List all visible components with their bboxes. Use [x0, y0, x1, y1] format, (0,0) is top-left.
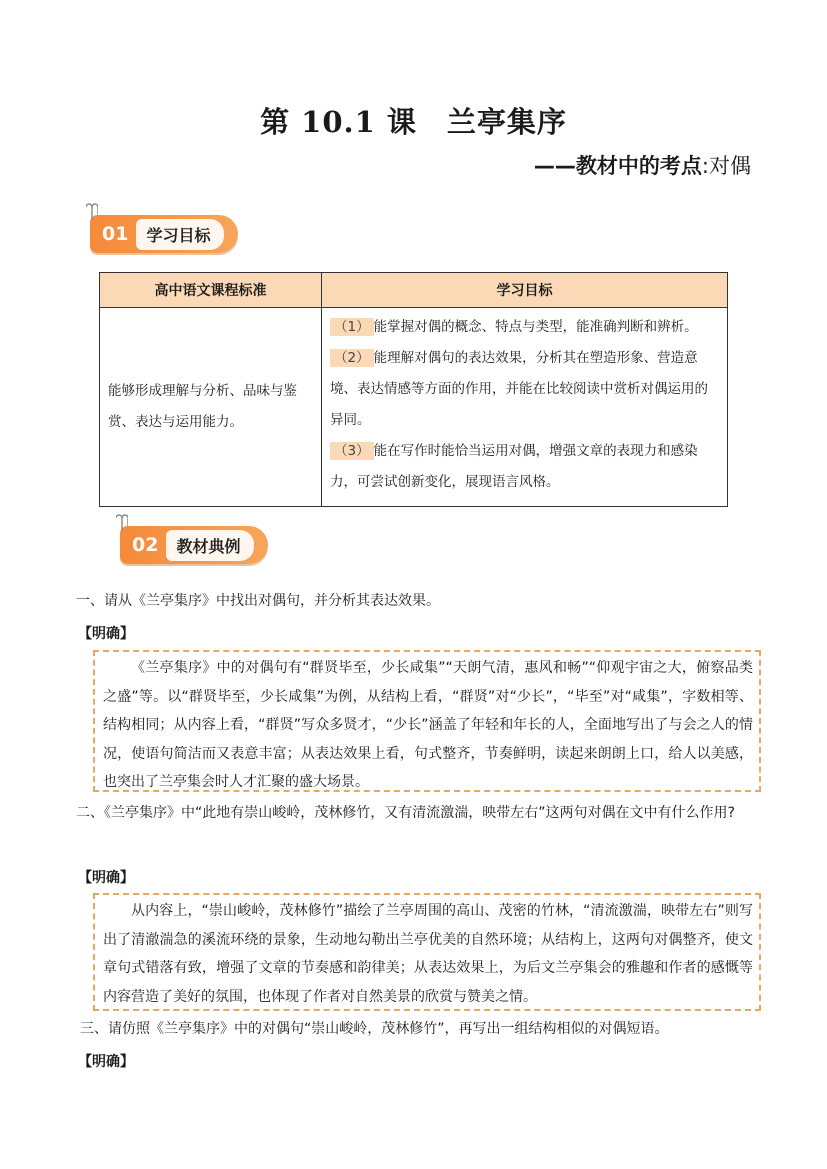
answer-label: 【明确】 — [78, 626, 134, 642]
header-curriculum-standard: 高中语文课程标准 — [100, 273, 322, 308]
goal-item — [330, 312, 719, 343]
question-2: 二、《兰亭集序》中“此地有崇山峻岭，茂林修竹，又有清流激湍，映带左右”这两句对偶在文中有什么作用? — [76, 805, 735, 821]
table-header-row — [100, 273, 728, 308]
curriculum-standard-cell: 能够形成理解与分析、品味与鉴赏、表达与运用能力。 — [100, 308, 322, 507]
lesson-number: 第 10.1 课 — [260, 105, 417, 139]
subtitle-topic: :对偶 — [701, 154, 751, 178]
goal-text: 能在写作时能恰当运用对偶，增强文章的表现力和感染力，可尝试创新变化，展现语言风格。 — [330, 443, 698, 490]
lesson-name: 兰亭集序 — [446, 105, 567, 139]
header-learning-goals: 学习目标 — [322, 273, 728, 308]
section-badge-goals — [90, 213, 238, 255]
section-number: 02 — [132, 534, 159, 556]
answer-box-2: 从内容上，“崇山峻岭，茂林修竹”描绘了兰亭周围的高山、茂密的竹林，“清流激湍，映带左右”则写出了清澈湍急的溪流环绕的景象，生动地勾勒出兰亭优美的自然环境；从结构上，这两句对偶整齐，使文章句式错落有致，增强了文章的节奏感和韵律美；从表达效果上，为后文兰亭集会的雅趣和作者的感慨等内容营造了美好的氛围，也体现了作者对自然美景的欣赏与赞美之情。 — [93, 893, 761, 1011]
goal-text: 能理解对偶句的表达效果，分析其在塑造形象、营造意境、表达情感等方面的作用，并能在比较阅读中赏析对偶运用的异同。 — [330, 350, 708, 428]
learning-goals-table — [99, 272, 728, 507]
section-badge-examples — [120, 524, 268, 566]
goal-item — [330, 343, 719, 436]
goal-tag: （2） — [330, 349, 374, 367]
section-label: 教材典例 — [166, 530, 254, 561]
paperclip-icon — [116, 514, 128, 532]
page-subtitle — [534, 150, 751, 180]
goal-tag: （1） — [330, 318, 374, 336]
question-3: 三、请仿照《兰亭集序》中的对偶句“崇山峻岭，茂林修竹”，再写出一组结构相似的对偶短语。 — [80, 1021, 669, 1037]
goal-tag: （3） — [330, 442, 374, 460]
section-number: 01 — [102, 223, 129, 245]
subtitle-dash: ——教材中的考点 — [533, 154, 702, 178]
goal-item — [330, 436, 719, 498]
paperclip-icon — [86, 203, 98, 221]
table-row — [100, 308, 728, 507]
section-label: 学习目标 — [136, 219, 224, 250]
answer-label: 【明确】 — [78, 870, 134, 886]
learning-goals-cell — [322, 308, 728, 507]
page-title — [0, 100, 827, 141]
answer-box-1: 《兰亭集序》中的对偶句有“群贤毕至，少长咸集”“天朗气清，惠风和畅”“仰观宇宙之大，俯察品类之盛”等。以“群贤毕至，少长咸集”为例，从结构上看，“群贤”对“少长”，“毕至”对“咸集”，字数相等、结构相同；从内容上看，“群贤”写众多贤才，“少长”涵盖了年轻和年长的人，全面地写出了与会之人的情况，使语句简洁而又表意丰富；从表达效果上看，句式整齐，节奏鲜明，读起来朗朗上口，给人以美感，也突出了兰亭集会时人才汇聚的盛大场景。 — [93, 650, 761, 792]
answer-label: 【明确】 — [78, 1054, 134, 1070]
question-1: 一、请从《兰亭集序》中找出对偶句，并分析其表达效果。 — [76, 593, 440, 609]
goal-text: 能掌握对偶的概念、特点与类型，能准确判断和辨析。 — [373, 319, 698, 335]
